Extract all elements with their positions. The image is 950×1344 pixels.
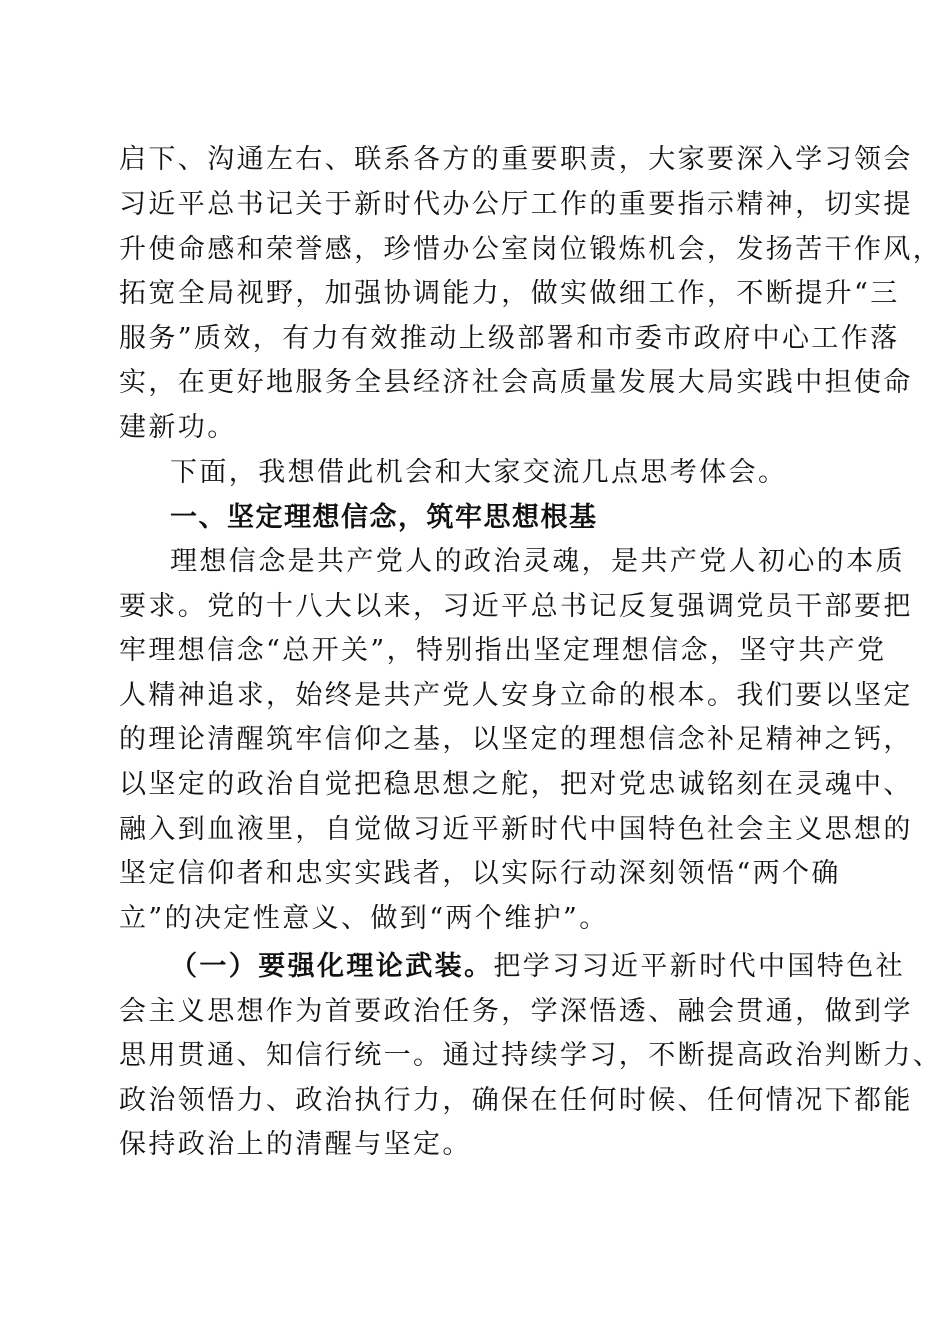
- intro-sentence: 下面，我想借此机会和大家交流几点思考体会。: [170, 457, 788, 488]
- body-line: 立”的决定性意义、做到“两个维护”。: [119, 903, 609, 934]
- body-line: 实，在更好地服务全县经济社会高质量发展大局实践中担使命: [119, 367, 913, 398]
- body-line: 融入到血液里，自觉做习近平新时代中国特色社会主义思想的: [119, 814, 913, 845]
- subsection-heading: （一）要强化理论武装。: [170, 951, 494, 982]
- section-heading: 一、坚定理想信念，筑牢思想根基: [170, 502, 598, 533]
- body-line: 保持政治上的清醒与坚定。: [119, 1129, 472, 1160]
- body-line: 升使命感和荣誉感，珍惜办公室岗位锻炼机会，发扬苦干作风，: [119, 234, 943, 265]
- body-line: 启下、沟通左右、联系各方的重要职责，大家要深入学习领会: [119, 144, 913, 175]
- subsection-text: 把学习习近平新时代中国特色社: [493, 951, 906, 982]
- body-line: 理想信念是共产党人的政治灵魂，是共产党人初心的本质: [170, 546, 905, 577]
- body-line: 以坚定的政治自觉把稳思想之舵，把对党忠诚铭刻在灵魂中、: [119, 769, 913, 800]
- body-line: 政治领悟力、政治执行力，确保在任何时候、任何情况下都能: [119, 1085, 913, 1116]
- body-line: 拓宽全局视野，加强协调能力，做实做细工作，不断提升“三: [119, 278, 900, 309]
- body-line: 思用贯通、知信行统一。通过持续学习，不断提高政治判断力、: [119, 1040, 943, 1071]
- subsection-line: [170, 945, 906, 989]
- body-line: 的理论清醒筑牢信仰之基，以坚定的理想信念补足精神之钙，: [119, 724, 913, 755]
- body-line: 会主义思想作为首要政治任务，学深悟透、融会贯通，做到学: [119, 996, 913, 1027]
- body-line: 坚定信仰者和忠实实践者，以实际行动深刻领悟“两个确: [119, 858, 841, 889]
- body-line: 要求。党的十八大以来，习近平总书记反复强调党员干部要把: [119, 591, 913, 622]
- body-line: 牢理想信念“总开关”，特别指出坚定理想信念，坚守共产党: [119, 635, 887, 666]
- body-line: 服务”质效，有力有效推动上级部署和市委市政府中心工作落: [119, 323, 900, 354]
- body-line: 建新功。: [119, 412, 237, 443]
- body-line: 习近平总书记关于新时代办公厅工作的重要指示精神，切实提: [119, 189, 913, 220]
- body-line: 人精神追求，始终是共产党人安身立命的根本。我们要以坚定: [119, 680, 913, 711]
